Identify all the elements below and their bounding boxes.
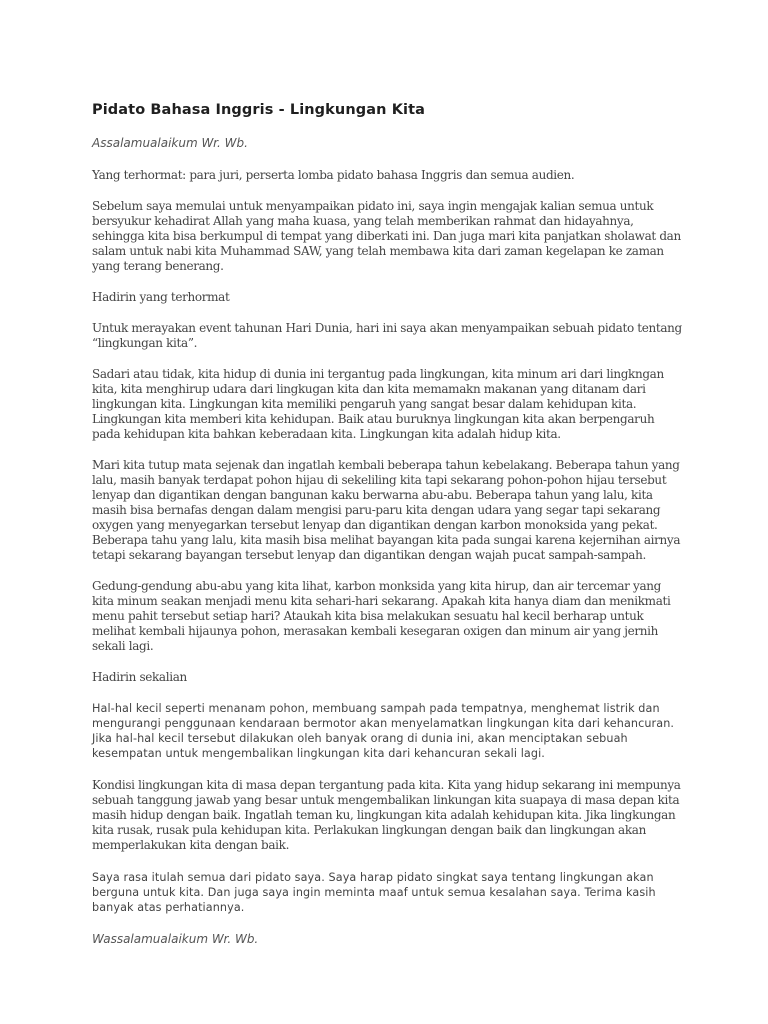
document-page xyxy=(92,100,682,947)
opening-paragraph: Sebelum saya memulai untuk menyampaikan pidato ini, saya ingin mengajak kalian semua untuk bersyukur kehadirat Allah yang maha kuasa, yang telah memberikan rahmat dan hidayahnya, sehingga kita bisa berkumpul di tempat yang diberkati ini. Dan juga mari kita panjatkan sholawat dan salam untuk nabi kita Muhammad SAW, yang telah membawa kita dari zaman kegelapan ke zaman yang terang benerang. xyxy=(92,199,681,273)
reflection-paragraph: Mari kita tutup mata sejenak dan ingatlah kembali beberapa tahun kebelakang. Beberapa tahun yang lalu, masih banyak terdapat pohon hijau di sekeliling kita tapi sekarang pohon-pohon hijau tersebut lenyap dan digantikan dengan bangunan kaku berwarna abu-abu. Beberapa tahun yang lalu, kita masih bisa bernafas dengan dalam mengisi paru-paru kita dengan udara yang segar tapi sekarang oxygen yang menyegarkan tersebut lenyap dan digantikan dengan karbon monoksida yang pekat. Beberapa tahu yang lalu, kita masih bisa melihat bayangan kita pada sungai karena kejernihan airnya tetapi sekarang bayangan tersebut lenyap dan digantikan dengan wajah pucat sampah-sampah. xyxy=(92,458,681,562)
honored-guests-paragraph: Yang terhormat: para juri, perserta lomba pidato bahasa Inggris dan semua audien. xyxy=(92,168,575,182)
closing-paragraph: Saya rasa itulah semua dari pidato saya. Saya harap pidato singkat saya tentang lingkungan akan berguna untuk kita. Dan juga saya ingin meminta maaf untuk semua kesalahan saya. Terima kasih banyak atas perhatiannya. xyxy=(92,871,656,914)
document-title: Pidato Bahasa Inggris - Lingkungan Kita xyxy=(92,102,426,118)
future-paragraph: Kondisi lingkungan kita di masa depan tergantung pada kita. Kita yang hidup sekarang ini mempunya sebuah tanggung jawab yang besar untuk mengembalikan linkungan kita suapaya di masa depan kita masih hidup dengan baik. Ingatlah teman ku, lingkungan kita adalah kehidupan kita. Jika lingkungan kita rusak, rusak pula kehidupan kita. Perlakukan lingkungan dengan baik dan lingkungan akan memperlakukan kita dengan baik. xyxy=(92,778,681,852)
small-actions-paragraph: Hal-hal kecil seperti menanam pohon, membuang sampah pada tempatnya, menghemat listrik dan mengurangi penggunaan kendaraan bermotor akan menyelamatkan lingkungan kita dari kehancuran. Jika hal-hal kecil tersebut dilakukan oleh banyak orang di dunia ini, akan menciptakan sebuah kesempatan untuk mengembalikan lingkungan kita dari kehancuran sekali lagi. xyxy=(92,702,675,760)
topic-paragraph: Untuk merayakan event tahunan Hari Dunia, hari ini saya akan menyampaikan sebuah pidato tentang “lingkungan kita”. xyxy=(92,321,682,350)
opening-greeting: Assalamualaikum Wr. Wb. xyxy=(92,136,248,150)
section-heading-audience: Hadirin yang terhormat xyxy=(92,290,230,304)
environment-paragraph: Sadari atau tidak, kita hidup di dunia ini tergantug pada lingkungan, kita minum ari dari lingkngan kita, kita menghirup udara dari lingkugan kita dan kita memamakn makanan yang ditanam dari lingkungan kita. Lingkungan kita memiliki pengaruh yang sangat besar dalam kehidupan kita. Lingkungan kita memberi kita kehidupan. Baik atau buruknya lingkungan kita akan berpengaruh pada kehidupan kita bahkan keberadaan kita. Lingkungan kita adalah hidup kita. xyxy=(92,367,664,441)
section-heading-everyone: Hadirin sekalian xyxy=(92,670,187,684)
closing-greeting: Wassalamualaikum Wr. Wb. xyxy=(92,932,259,946)
pollution-paragraph: Gedung-gendung abu-abu yang kita lihat, karbon monksida yang kita hirup, dan air tercemar yang kita minum seakan menjadi menu kita sehari-hari sekarang. Apakah kita hanya diam dan menikmati menu pahit tersebut setiap hari? Ataukah kita bisa melakukan sesuatu hal kecil berharap untuk melihat kembali hijaunya pohon, merasakan kembali kesegaran oxigen dan minum air yang jernih sekali lagi. xyxy=(92,579,671,653)
